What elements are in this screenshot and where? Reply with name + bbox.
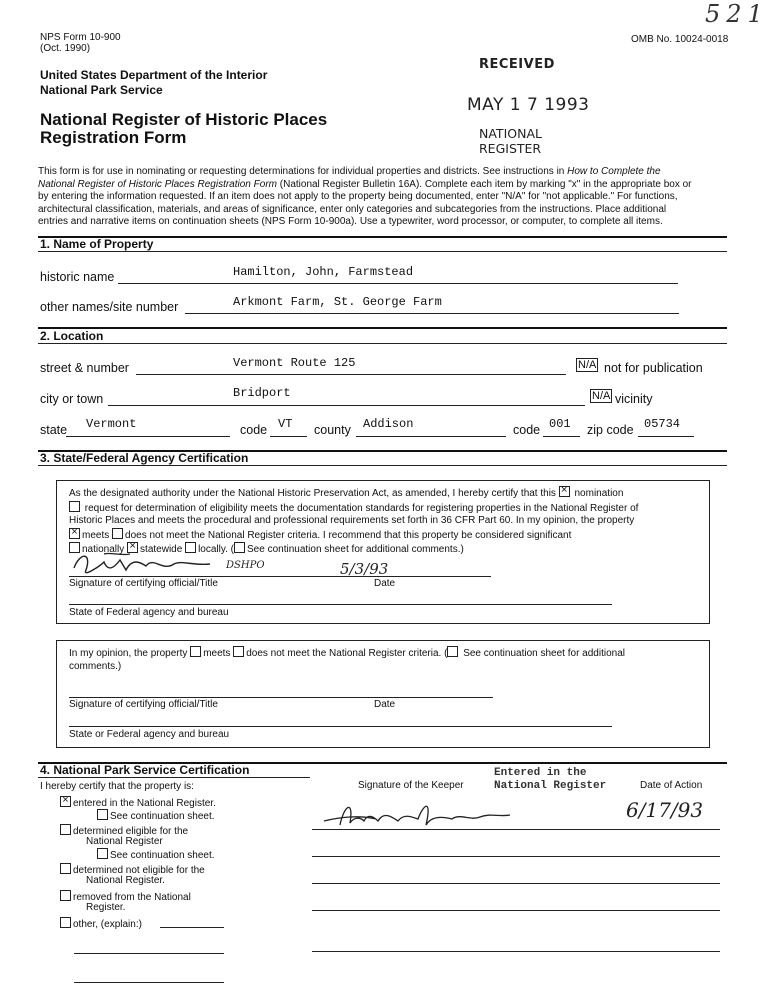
form-date: (Oct. 1990) xyxy=(40,43,91,54)
agency-line xyxy=(69,604,612,605)
nomination-checkbox[interactable] xyxy=(559,486,570,497)
section2-under-rule xyxy=(38,343,727,344)
city-label: city or town xyxy=(40,392,104,406)
continuation-checkbox[interactable] xyxy=(234,542,245,553)
zip-line xyxy=(638,436,694,437)
street-value[interactable]: Vermont Route 125 xyxy=(233,356,356,370)
eligible-continuation-checkbox[interactable] xyxy=(97,848,108,859)
county-value[interactable]: Addison xyxy=(363,417,414,431)
section3-under-rule xyxy=(38,465,727,466)
removed-checkbox[interactable] xyxy=(60,890,71,901)
section1-heading: 1. Name of Property xyxy=(40,237,154,251)
opinion-signature-label: Signature of certifying official/Title xyxy=(69,699,218,710)
service: National Park Service xyxy=(40,83,163,97)
entered-checkbox[interactable] xyxy=(60,796,71,807)
nps-option-removed: removed from the National xyxy=(60,890,191,904)
entered-continuation-checkbox[interactable] xyxy=(97,809,108,820)
zip-label: zip code xyxy=(587,423,634,437)
city-line xyxy=(108,405,585,406)
explain-line-1 xyxy=(74,953,224,954)
certifying-signature-line xyxy=(69,576,491,577)
certifying-date-handwritten: 5/3/93 xyxy=(340,560,389,578)
handwritten-number: 521 xyxy=(705,0,769,28)
explain-line-2 xyxy=(74,982,224,983)
street-line xyxy=(136,374,566,375)
request-checkbox[interactable] xyxy=(69,501,80,512)
department: United States Department of the Interior xyxy=(40,68,268,82)
other-names-value[interactable]: Arkmont Farm, St. George Farm xyxy=(233,295,442,309)
opinion-does-not-meet-checkbox[interactable] xyxy=(233,646,244,657)
nps-eligible-line2: National Register xyxy=(86,836,163,847)
date-of-action-label: Date of Action xyxy=(640,780,703,791)
state-code-label: code xyxy=(240,423,268,437)
certifying-title-handwritten: DSHPO xyxy=(226,560,265,571)
received-stamp: RECEIVED xyxy=(479,57,555,72)
county-code-label: code xyxy=(513,423,541,437)
opinion-date-label: Date xyxy=(374,699,396,710)
opinion-meets-checkbox[interactable] xyxy=(190,646,201,657)
nps-option-eligible: determined eligible for the xyxy=(60,824,188,838)
city-value[interactable]: Bridport xyxy=(233,386,291,400)
state-code-line xyxy=(270,436,307,437)
other-checkbox[interactable] xyxy=(60,917,71,928)
nps-eligible-continuation: See continuation sheet. xyxy=(97,848,215,862)
vicinity-label: vicinity xyxy=(615,392,653,406)
vicinity-checkbox[interactable]: N/A xyxy=(592,390,611,402)
keeper-label: Signature of the Keeper xyxy=(358,780,464,791)
county-code-value[interactable]: 001 xyxy=(549,417,571,431)
other-names-label: other names/site number xyxy=(40,300,179,314)
not-for-publication-label: not for publication xyxy=(604,361,703,375)
not-for-publication-checkbox[interactable]: N/A xyxy=(578,359,597,371)
state-label: state xyxy=(40,423,68,437)
form-title-line1: National Register of Historic Places xyxy=(40,110,328,129)
entered-stamp-line2: National Register xyxy=(494,780,607,792)
section3-heading: 3. State/Federal Agency Certification xyxy=(40,451,249,465)
nps-intro: I hereby certify that the property is: xyxy=(40,781,194,792)
entered-stamp-line1: Entered in the xyxy=(494,767,587,779)
opinion-signature-line xyxy=(69,697,493,698)
certifying-signature-label: Signature of certifying official/Title xyxy=(69,578,218,589)
section2-heading: 2. Location xyxy=(40,329,104,343)
stamp-register: REGISTER xyxy=(479,141,542,156)
nps-option-other: other, (explain:) xyxy=(60,917,142,931)
not-eligible-checkbox[interactable] xyxy=(60,863,71,874)
section4-heading: 4. National Park Service Certification xyxy=(40,763,250,777)
county-code-line xyxy=(543,436,580,437)
state-code-value[interactable]: VT xyxy=(278,417,293,431)
meets-checkbox[interactable] xyxy=(69,528,80,539)
certifying-date-label: Date xyxy=(374,578,396,589)
nps-option-entered: ×entered in the National Register. xyxy=(60,796,216,810)
other-names-line xyxy=(185,313,679,314)
keeper-line-4 xyxy=(312,910,720,911)
stamp-national: NATIONAL xyxy=(479,126,542,141)
historic-name-label: historic name xyxy=(40,270,115,284)
opinion-continuation-checkbox[interactable] xyxy=(447,646,458,657)
zip-value[interactable]: 05734 xyxy=(644,417,681,431)
certification-text: As the designated authority under the National Historic Preservation Act, as amended, I hereby certify that this × nomination request for determination of eligibility meets the documentation standards for registering properties in the National Register of Historic Places and meets the procedural and professional requirements set forth in 36 CFR Part 60. In my opinion, the property ×meets does not meet the National Register criteria. I recommend that this property be considered significant nationally × statewide locally. ( See continuation sheet for additional comments.) xyxy=(69,486,705,557)
nps-not-eligible-line2: National Register. xyxy=(86,875,165,886)
opinion-text: In my opinion, the property meets does not meet the National Register criteria. ( See continuation sheet for additional comments.) xyxy=(69,648,625,672)
keeper-line-1 xyxy=(312,829,720,830)
nps-removed-line2: Register. xyxy=(86,902,126,913)
historic-name-line xyxy=(118,283,678,284)
received-date: MAY 1 7 1993 xyxy=(467,95,590,115)
state-line xyxy=(66,436,230,437)
agency-label: State of Federal agency and bureau xyxy=(69,607,229,618)
opinion-agency-line xyxy=(69,726,612,727)
form-title-line2: Registration Form xyxy=(40,128,187,147)
keeper-line-2 xyxy=(312,856,720,857)
keeper-line-5 xyxy=(312,951,720,952)
street-label: street & number xyxy=(40,361,129,375)
nps-option-not-eligible: determined not eligible for the xyxy=(60,863,205,877)
section1-under-rule xyxy=(38,251,727,252)
action-date-handwritten: 6/17/93 xyxy=(626,798,704,822)
form-number: NPS Form 10-900 xyxy=(40,32,121,43)
opinion-agency-label: State or Federal agency and bureau xyxy=(69,729,230,740)
county-line xyxy=(356,436,506,437)
does-not-meet-checkbox[interactable] xyxy=(112,528,123,539)
keeper-line-3 xyxy=(312,883,720,884)
state-value[interactable]: Vermont xyxy=(86,417,137,431)
section4-under-rule xyxy=(38,777,310,778)
nps-entered-continuation: See continuation sheet. xyxy=(97,809,215,823)
historic-name-value[interactable]: Hamilton, John, Farmstead xyxy=(233,265,414,279)
section2-top-rule xyxy=(38,327,727,329)
instructions: This form is for use in nominating or requesting determinations for individual properties and districts. See instructions in How to Complete the National Register of Historic Places Registration Form (National Register Bulletin 16A). Complete each item by marking "x" in the appropriate box or by entering the information requested. If an item does not apply to the property being documented, enter "N/A" for "not applicable." For functions, architectural classification, materials, and areas of significance, enter only categories and subcategories from the instructions. Place additional entries and narrative items on continuation sheets (NPS Form 10-900a). Use a typewriter, word processor, or computer, to complete all items. xyxy=(38,166,692,228)
other-line xyxy=(160,927,224,928)
omb-number: OMB No. 10024-0018 xyxy=(631,34,729,45)
county-label: county xyxy=(314,423,351,437)
eligible-checkbox[interactable] xyxy=(60,824,71,835)
